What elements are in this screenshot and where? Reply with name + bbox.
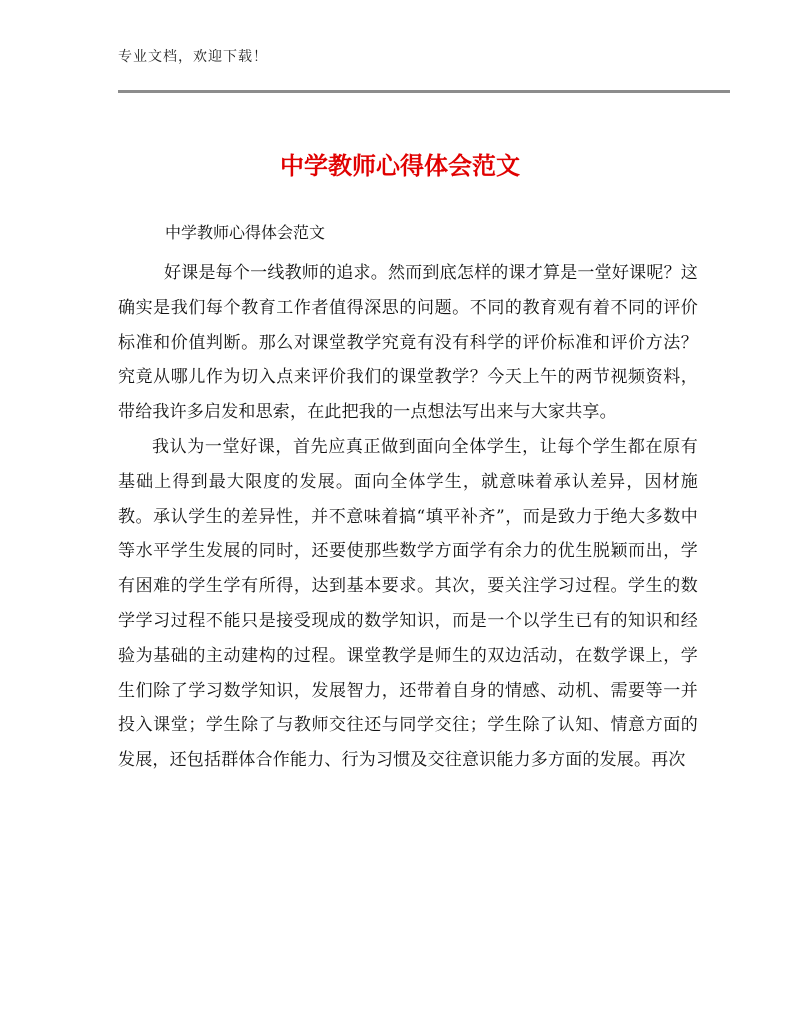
document-title: 中学教师心得体会范文	[280, 152, 520, 180]
body-paragraph-2: 我认为一堂好课，首先应真正做到面向全体学生，让每个学生都在原有基础上得到最大限度的发展。面向全体学生，就意味着承认差异，因材施教。承认学生的差异性，并不意味着搞“填平补齐”，而是致力于绝大多数中等水平学生发展的同时，还要使那些数学方面学有余力的优生脱颖而出，学有困难的学生学有所得，达到基本要求。其次，要关注学习过程。学生的数学学习过程不能只是接受现成的数学知识，而是一个以学生已有的知识和经验为基础的主动建构的过程。课堂教学是师生的双边活动，在数学课上，学生们除了学习数学知识，发展智力，还带着自身的情感、动机、需要等一并投入课堂；学生除了与教师交往还与同学交往；学生除了认知、情意方面的发展，还包括群体合作能力、行为习惯及交往意识能力多方面的发展。再次	[118, 436, 698, 771]
header-divider	[118, 90, 730, 93]
header-note: 专业文档，欢迎下载！	[118, 49, 268, 65]
document-body	[118, 256, 698, 778]
section-heading: 中学教师心得体会范文	[165, 223, 326, 242]
body-paragraph-1: 好课是每个一线教师的追求。然而到底怎样的课才算是一堂好课呢？这确实是我们每个教育工作者值得深思的问题。不同的教育观有着不同的评价标准和价值判断。那么对课堂教学究竟有没有科学的评价标准和评价方法？究竟从哪儿作为切入点来评价我们的课堂教学？今天上午的两节视频资料，带给我许多启发和思索，在此把我的一点想法写出来与大家共享。	[118, 263, 698, 423]
